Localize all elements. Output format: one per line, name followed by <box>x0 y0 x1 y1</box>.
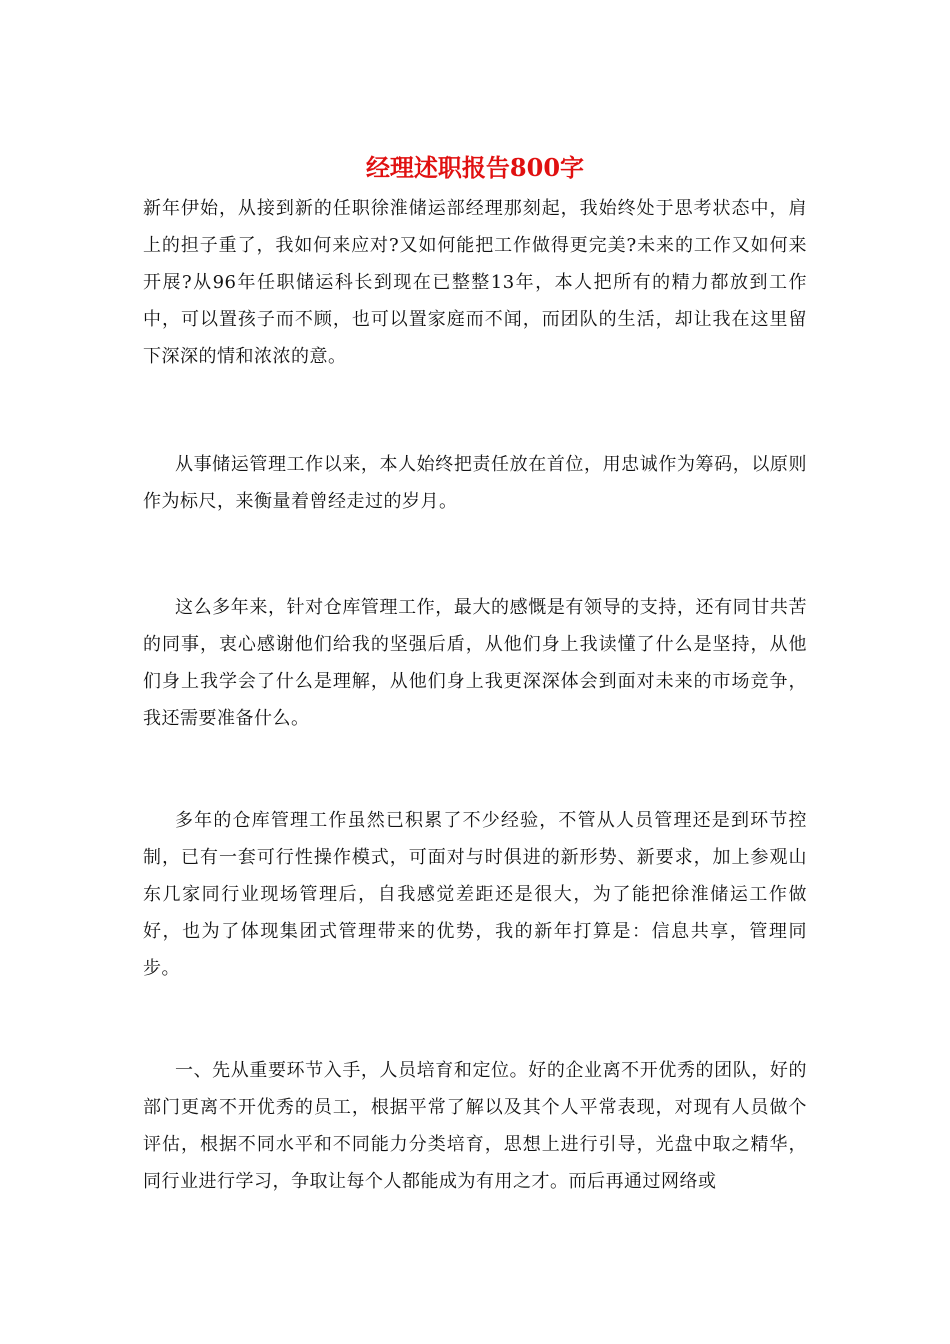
paragraph-4: 多年的仓库管理工作虽然已积累了不少经验，不管从人员管理还是到环节控制，已有一套可行性操作模式，可面对与时俱进的新形势、新要求，加上参观山东几家同行业现场管理后，自我感觉差距还是很大，为了能把徐淮储运工作做好，也为了体现集团式管理带来的优势，我的新年打算是：信息共享，管理同步。 <box>143 810 807 979</box>
paragraph-3: 这么多年来，针对仓库管理工作，最大的感慨是有领导的支持，还有同甘共苦的同事，衷心感谢他们给我的坚强后盾，从他们身上我读懂了什么是坚持，从他们身上我学会了什么是理解，从他们身上我更深深体会到面对未来的市场竞争，我还需要准备什么。 <box>143 597 807 729</box>
paragraph-1: 新年伊始，从接到新的任职徐淮储运部经理那刻起，我始终处于思考状态中，肩上的担子重了，我如何来应对?又如何能把工作做得更完美?未来的工作又如何来开展?从96年任职储运科长到现在已整整13年，本人把所有的精力都放到工作中，可以置孩子而不顾，也可以置家庭而不闻，而团队的生活，却让我在这里留下深深的情和浓浓的意。 <box>143 198 807 367</box>
document-title: 经理述职报告800字 <box>365 153 585 182</box>
paragraph-5: 一、先从重要环节入手，人员培育和定位。好的企业离不开优秀的团队，好的部门更离不开优秀的员工，根据平常了解以及其个人平常表现，对现有人员做个评估，根据不同水平和不同能力分类培育，思想上进行引导，光盘中取之精华，同行业进行学习，争取让每个人都能成为有用之才。而后再通过网络或 <box>143 1060 807 1192</box>
paragraph-2: 从事储运管理工作以来，本人始终把责任放在首位，用忠诚作为筹码，以原则作为标尺，来衡量着曾经走过的岁月。 <box>143 454 807 512</box>
